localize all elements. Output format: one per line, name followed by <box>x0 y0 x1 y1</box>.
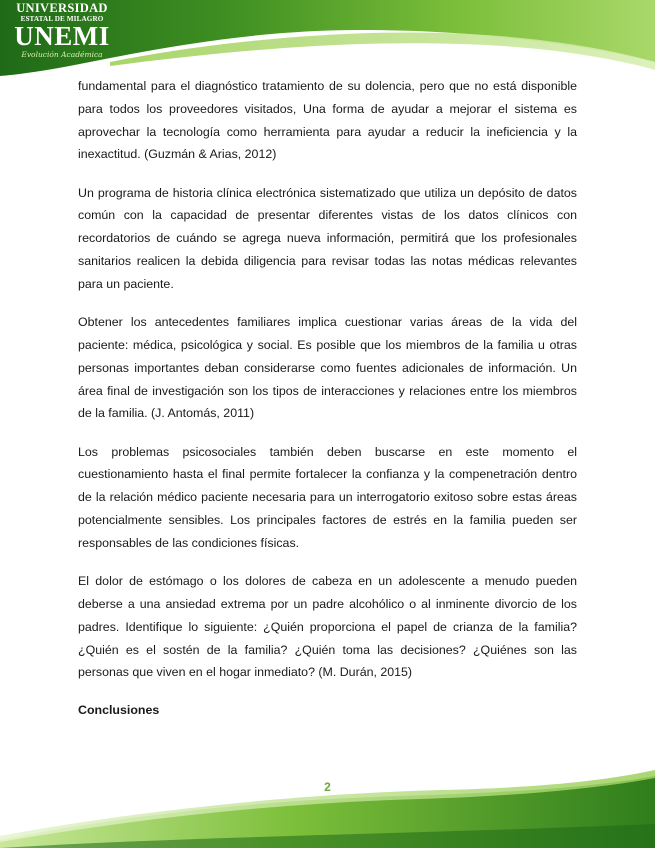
section-heading-conclusiones: Conclusiones <box>78 702 160 717</box>
document-body <box>78 75 577 720</box>
paragraph-5: El dolor de estómago o los dolores de cabeza en un adolescente a menudo pueden deberse a una ansiedad extrema por un padre alcohólico o al inminente divorcio de los padres. Identifique lo siguiente: ¿Quién proporciona el papel de crianza de la familia? ¿Quién es el sostén de la familia? ¿Quién toma las decisiones? ¿Quiénes son las personas que viven en el hogar inmediato? (M. Durán, 2015) <box>78 574 577 680</box>
paragraph-4: Los problemas psicosociales también deben buscarse en este momento el cuestionamiento hasta el final permite fortalecer la confianza y la compenetración dentro de la relación médico paciente necesaria para un interrogatorio exitoso sobre estas áreas potencialmente sensibles. Los principales factores de estrés en la familia pueden ser responsables de las condiciones físicas. <box>78 444 577 550</box>
logo-brand-text: UNEMI <box>14 21 110 51</box>
university-logo <box>6 2 118 64</box>
logo-tagline-text: Evolución Académica <box>21 50 103 59</box>
paragraph-3: Obtener los antecedentes familiares implica cuestionar varias áreas de la vida del paciente: médica, psicológica y social. Es posible que los miembros de la familia u otras personas importantes deban considerarse como fuentes adicionales de información. Un área final de investigación son los tipos de interacciones y relaciones entre los miembros de la familia. (J. Antomás, 2011) <box>78 315 577 421</box>
paragraph-2: Un programa de historia clínica electrónica sistematizado que utiliza un depósito de datos común con la capacidad de presentar diferentes vistas de los datos clínicos con recordatorios de cuándo se agrega nueva información, permitirá que los profesionales sanitarios realicen la debida diligencia para revisar todas las notas médicas relevantes para un paciente. <box>78 185 577 291</box>
logo-university-text: UNIVERSIDAD <box>16 1 108 15</box>
page-number: 2 <box>324 780 331 794</box>
logo-subtitle-text: ESTATAL DE MILAGRO <box>20 15 104 23</box>
footer-swoosh <box>0 738 655 848</box>
paragraph-1: fundamental para el diagnóstico tratamiento de su dolencia, pero que no está disponible para todos los proveedores visitados, Una forma de ayudar a mejorar el sistema es aprovechar la tecnología como herramienta para ayudar a reducir la ineficiencia y la inexactitud. (Guzmán & Arias, 2012) <box>78 79 577 162</box>
